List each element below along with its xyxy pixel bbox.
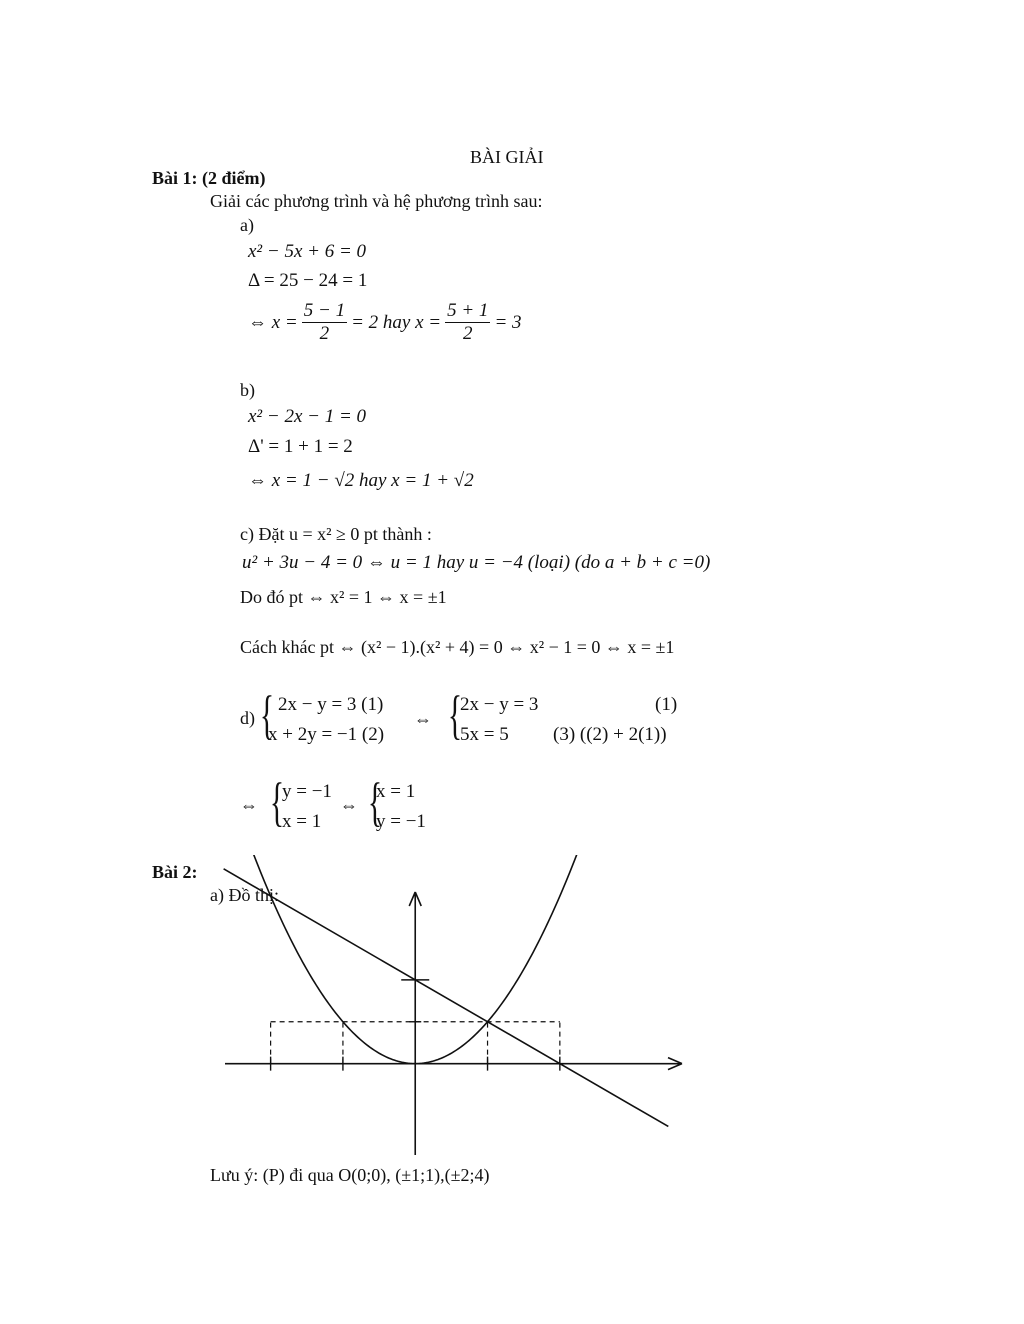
solution-prefix: ⇔ x = [248,311,298,333]
system-3-line-2: x = 1 [282,811,322,832]
system-4-line-2: y = −1 [376,811,426,832]
fraction-2-numerator: 5 + 1 [447,300,489,321]
system-3-line-1: y = −1 [282,781,332,802]
system-1-brace: { [259,685,275,745]
fraction-2-denominator: 2 [463,323,473,344]
bai2-heading: Bài 2: [152,862,198,882]
system-4-brace: { [367,772,383,832]
part-b-solution: ⇔ x = 1 − √2 hay x = 1 + √2 [248,470,474,491]
straight-line [224,869,669,1127]
system-2-line-2: 5x = 5 [460,724,509,745]
fraction-1-denominator: 2 [319,323,330,344]
part-d-label: d) [240,708,255,728]
equivalence-1: ⇔ [414,709,432,729]
page-title: BÀI GIẢI [470,147,544,167]
part-c-line-4: Cách khác pt ⇔ (x² − 1).(x² + 4) = 0 ⇔ x² − 1 = 0 ⇔ x = ±1 [240,637,675,657]
system-1-line-1: 2x − y = 3 (1) [278,694,384,715]
part-c-line-3: Do đó pt ⇔ x² = 1 ⇔ x = ±1 [240,587,447,607]
part-c-line-2: u² + 3u − 4 = 0 ⇔ u = 1 hay u = −4 (loại) (do a + b + c =0) [242,552,711,573]
system-2-brace: { [447,685,463,745]
bai1-intro: Giải các phương trình và hệ phương trình sau: [210,191,543,211]
part-a-delta: Δ = 25 − 24 = 1 [248,270,368,291]
part-a-solution [248,300,522,345]
part-b-equation: x² − 2x − 1 = 0 [248,406,367,427]
function-graph [220,850,690,1160]
bai1-heading: Bài 1: (2 điểm) [152,168,266,188]
system-3-brace: { [269,772,285,832]
bai2-part-a-label: a) Đồ thị: [210,885,279,905]
system-1-line-2: x + 2y = −1 (2) [268,724,385,745]
system-2-line-2-tag: (3) ((2) + 2(1)) [553,724,667,745]
part-a-equation: x² − 5x + 6 = 0 [248,241,367,262]
part-b-delta: Δ' = 1 + 1 = 2 [248,436,353,457]
part-a-label: a) [240,215,254,235]
solution-middle: = 2 hay x = [351,311,442,333]
part-c-line-1: c) Đặt u = x² ≥ 0 pt thành : [240,524,432,544]
equivalence-3: ⇔ [340,795,358,815]
solution-end: = 3 [494,311,522,333]
bai2-note: Lưu ý: (P) đi qua O(0;0), (±1;1),(±2;4) [210,1165,490,1185]
fraction-1 [302,300,347,345]
system-2-line-1: 2x − y = 3 [460,694,539,715]
fraction-1-numerator: 5 − 1 [303,300,346,321]
fraction-2 [445,300,490,345]
system-4-line-1: x = 1 [376,781,416,802]
system-2-line-1-tag: (1) [655,694,678,715]
equivalence-2: ⇔ [240,795,258,815]
part-b-label: b) [240,380,255,400]
